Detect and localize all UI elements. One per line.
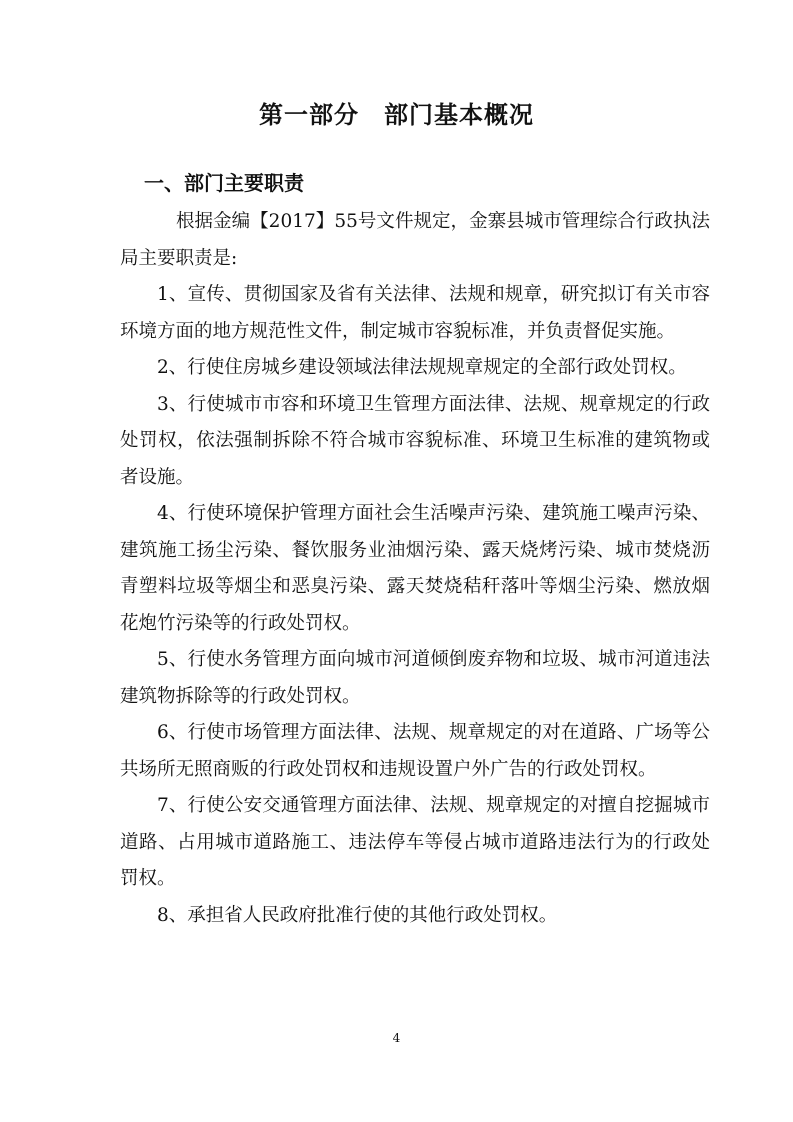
intro-paragraph: 根据金编【2017】55号文件规定，金寨县城市管理综合行政执法局主要职责是: [120, 211, 710, 269]
page-number: 4 [392, 1031, 401, 1045]
duty-paragraph-8: 8、承担省人民政府批准行使的其他行政处罚权。 [157, 904, 558, 926]
page-title: 第一部分 部门基本概况 [259, 101, 534, 129]
duty-paragraph-6: 6、行使市场管理方面法律、法规、规章规定的对在道路、广场等公共场所无照商贩的行政处罚权和违规设置户外广告的行政处罚权。 [120, 722, 710, 780]
duty-paragraph-3: 3、行使城市市容和环境卫生管理方面法律、法规、规章规定的行政处罚权，依法强制拆除不符合城市容貌标准、环境卫生标准的建筑物或者设施。 [120, 393, 710, 488]
section-heading: 一、部门主要职责 [144, 171, 304, 195]
duty-paragraph-7: 7、行使公安交通管理方面法律、法规、规章规定的对擅自挖掘城市道路、占用城市道路施工、违法停车等侵占城市道路违法行为的行政处罚权。 [120, 795, 710, 889]
duty-paragraph-5: 5、行使水务管理方面向城市河道倾倒废弃物和垃圾、城市河道违法建筑物拆除等的行政处罚权。 [120, 649, 710, 707]
duty-paragraph-4: 4、行使环境保护管理方面社会生活噪声污染、建筑施工噪声污染、建筑施工扬尘污染、餐饮服务业油烟污染、露天烧烤污染、城市焚烧沥青塑料垃圾等烟尘和恶臭污染、露天焚烧秸秆落叶等烟尘污染、燃放烟花炮竹污染等的行政处罚权。 [120, 503, 710, 634]
body-text [120, 204, 710, 934]
duty-paragraph-1: 1、宣传、贯彻国家及省有关法律、法规和规章，研究拟订有关市容环境方面的地方规范性文件，制定城市容貌标准，并负责督促实施。 [120, 284, 710, 342]
duty-paragraph-2: 2、行使住房城乡建设领域法律法规规章规定的全部行政处罚权。 [157, 357, 687, 378]
